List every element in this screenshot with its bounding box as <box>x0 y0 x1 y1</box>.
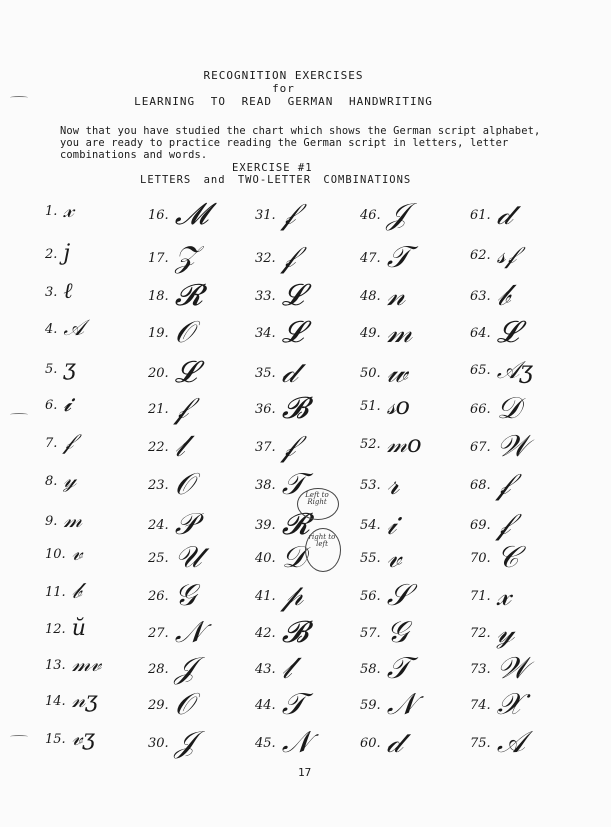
item-number: 17. <box>148 250 169 266</box>
script-glyph: 𝓜 <box>174 197 209 232</box>
script-glyph: 𝓋 <box>386 540 402 575</box>
script-glyph: 𝒪 <box>174 315 194 350</box>
title-line-1: RECOGNITION EXERCISES <box>203 69 364 82</box>
exercise-item <box>255 278 304 315</box>
script-glyph: 𝓇 <box>386 467 400 502</box>
exercise-item <box>148 725 196 762</box>
script-glyph: 𝒻 <box>281 240 296 275</box>
item-number: 37. <box>255 439 276 455</box>
exercise-item <box>255 615 309 652</box>
script-glyph: 𝒹 <box>386 725 402 760</box>
script-glyph: 𝓋ʒ <box>71 726 95 751</box>
exercise-item <box>360 240 410 277</box>
script-glyph: 𝓈𝑜 <box>386 392 410 420</box>
exercise-item <box>148 278 203 315</box>
item-number: 7. <box>45 435 58 451</box>
exercise-item <box>470 540 519 577</box>
script-glyph: 𝒩 <box>386 687 416 722</box>
item-number: 35. <box>255 365 276 381</box>
exercise-item <box>148 429 185 466</box>
item-number: 46. <box>360 207 381 223</box>
exercise-item <box>360 355 408 392</box>
exercise-subtitle: LETTERS and TWO-LETTER COMBINATIONS <box>140 174 412 186</box>
exercise-item <box>148 197 209 234</box>
exercise-item <box>45 654 101 688</box>
script-glyph: 𝓂 <box>63 508 83 533</box>
script-glyph: 𝓡 <box>281 507 310 542</box>
script-glyph: 𝓅 <box>281 578 304 613</box>
item-number: 8. <box>45 473 58 489</box>
item-number: 42. <box>255 625 276 641</box>
item-number: 23. <box>148 477 169 493</box>
script-glyph: 𝒩 <box>281 725 311 760</box>
item-number: 6. <box>45 397 58 413</box>
exercise-item <box>360 578 410 615</box>
item-number: 5. <box>45 361 58 377</box>
exercise-item <box>360 432 422 466</box>
exercise-item <box>148 507 197 544</box>
script-glyph: 𝓈𝒻 <box>496 241 517 269</box>
script-glyph: 𝒜 <box>63 316 85 341</box>
item-number: 27. <box>148 625 169 641</box>
item-number: 28. <box>148 661 169 677</box>
exercise-item <box>45 618 86 652</box>
exercise-item <box>470 467 511 504</box>
script-glyph: 𝒷 <box>71 579 82 604</box>
script-glyph: 𝒲 <box>496 651 529 686</box>
item-number: 26. <box>148 588 169 604</box>
exercise-item <box>148 578 197 615</box>
exercise-item <box>255 429 296 466</box>
script-glyph: 𝒥 <box>386 197 408 232</box>
script-glyph: 𝒹 <box>281 355 297 390</box>
item-number: 19. <box>148 325 169 341</box>
item-number: 74. <box>470 697 491 713</box>
title-line-2: for <box>272 82 295 95</box>
exercise-item <box>360 315 413 352</box>
item-number: 10. <box>45 546 66 562</box>
exercise-item <box>255 725 311 762</box>
script-glyph: 𝒻 <box>496 467 511 502</box>
exercise-item <box>45 200 74 234</box>
exercise-item <box>255 651 292 688</box>
item-number: 67. <box>470 439 491 455</box>
script-glyph: 𝒯 <box>386 651 410 686</box>
exercise-item <box>45 690 98 724</box>
script-glyph: 𝓑 <box>281 391 309 426</box>
title-line-3: LEARNING TO READ GERMAN HANDWRITING <box>134 95 433 108</box>
exercise-item <box>45 510 82 544</box>
script-glyph: 𝓛 <box>281 315 304 350</box>
script-glyph: 𝒪 <box>174 687 194 722</box>
page-number: 17 <box>298 766 312 779</box>
item-number: 38. <box>255 477 276 493</box>
exercise-item <box>45 281 73 315</box>
script-glyph: 𝒥 <box>174 725 196 760</box>
item-number: 30. <box>148 735 169 751</box>
exercise-item <box>148 651 196 688</box>
exercise-item <box>470 615 515 652</box>
exercise-item <box>255 315 304 352</box>
exercise-item <box>470 578 511 615</box>
item-number: 13. <box>45 657 66 673</box>
margin-mark <box>10 413 28 416</box>
item-number: 48. <box>360 288 381 304</box>
exercise-item <box>470 278 510 315</box>
item-number: 53. <box>360 477 381 493</box>
script-glyph: 𝓋 <box>71 541 83 566</box>
item-number: 45. <box>255 735 276 751</box>
script-glyph: 𝓌 <box>386 355 408 390</box>
script-glyph: 𝒮 <box>386 578 410 613</box>
item-number: 2. <box>45 246 58 262</box>
exercise-item <box>470 651 529 688</box>
script-glyph: 𝒹 <box>496 197 512 232</box>
script-glyph: 𝒪 <box>174 467 194 502</box>
item-number: 55. <box>360 550 381 566</box>
script-glyph: 𝓁 <box>281 651 292 686</box>
exercise-item <box>45 394 71 428</box>
exercise-item <box>360 651 410 688</box>
script-glyph: 𝓂𝑜 <box>386 430 422 458</box>
script-glyph: 𝓂𝓋 <box>71 652 102 677</box>
item-number: 25. <box>148 550 169 566</box>
exercise-item <box>360 394 410 428</box>
exercise-item <box>470 358 533 392</box>
script-glyph: 𝓃ʒ <box>71 688 98 713</box>
script-glyph: j <box>63 241 71 266</box>
script-glyph: 𝒟 <box>496 391 521 426</box>
exercise-item <box>360 507 397 544</box>
item-number: 60. <box>360 735 381 751</box>
script-glyph: 𝒻 <box>63 430 74 455</box>
exercise-item <box>148 240 198 277</box>
item-number: 14. <box>45 693 66 709</box>
item-number: 69. <box>470 517 491 533</box>
script-glyph: 𝒲 <box>496 429 529 464</box>
item-number: 39. <box>255 517 276 533</box>
exercise-title: EXERCISE #1 <box>232 162 313 174</box>
item-number: 44. <box>255 697 276 713</box>
script-glyph: 𝒞 <box>496 540 519 575</box>
item-number: 20. <box>148 365 169 381</box>
exercise-item <box>360 197 408 234</box>
item-number: 24. <box>148 517 169 533</box>
exercise-item <box>360 687 416 724</box>
script-glyph: 𝒷 <box>496 278 510 313</box>
script-glyph: 𝒜ʒ <box>496 356 533 384</box>
exercise-item <box>255 687 305 724</box>
item-number: 70. <box>470 550 491 566</box>
script-glyph: 𝓎 <box>496 615 515 650</box>
exercise-item <box>45 543 83 577</box>
script-glyph: ℓ <box>63 279 73 304</box>
item-number: 71. <box>470 588 491 604</box>
script-glyph: 𝒾 <box>386 507 397 542</box>
script-glyph: 𝓎 <box>63 468 77 493</box>
exercise-item <box>470 687 523 724</box>
item-number: 43. <box>255 661 276 677</box>
note-40: right to left <box>308 533 336 548</box>
item-number: 47. <box>360 250 381 266</box>
script-glyph: 𝒜 <box>496 725 526 760</box>
script-glyph: 𝓛 <box>496 315 519 350</box>
exercise-item <box>255 540 306 577</box>
item-number: 3. <box>45 284 58 300</box>
exercise-item <box>470 197 512 234</box>
item-number: 21. <box>148 401 169 417</box>
script-glyph: 𝓁 <box>174 429 185 464</box>
script-glyph: 𝓍 <box>63 198 74 223</box>
note-39: Left to Right <box>305 491 329 506</box>
exercise-item <box>470 507 511 544</box>
script-glyph: 𝓑 <box>281 615 309 650</box>
script-glyph: 𝒥 <box>174 651 196 686</box>
item-number: 62. <box>470 247 491 263</box>
item-number: 12. <box>45 621 66 637</box>
exercise-item <box>148 391 189 428</box>
exercise-item <box>148 467 194 504</box>
item-number: 56. <box>360 588 381 604</box>
item-number: 18. <box>148 288 169 304</box>
script-glyph: 𝒻 <box>174 391 189 426</box>
item-number: 59. <box>360 697 381 713</box>
script-glyph: 𝓡 <box>174 278 203 313</box>
item-number: 72. <box>470 625 491 641</box>
script-glyph: 𝓛 <box>281 278 304 313</box>
script-glyph: 𝓲 <box>63 392 72 417</box>
item-number: 66. <box>470 401 491 417</box>
script-glyph: ʒ <box>63 356 76 381</box>
item-number: 11. <box>45 584 66 600</box>
exercise-item <box>470 391 521 428</box>
item-number: 63. <box>470 288 491 304</box>
exercise-item <box>45 243 70 277</box>
script-glyph: 𝒻 <box>281 197 296 232</box>
item-number: 41. <box>255 588 276 604</box>
exercise-item <box>255 355 297 392</box>
exercise-item <box>360 725 402 762</box>
item-number: 73. <box>470 661 491 677</box>
item-number: 36. <box>255 401 276 417</box>
exercise-item <box>148 355 197 392</box>
item-number: 49. <box>360 325 381 341</box>
exercise-item <box>148 615 204 652</box>
exercise-item <box>45 432 73 466</box>
script-glyph: 𝓛 <box>174 355 197 390</box>
script-glyph: 𝓍 <box>496 578 511 613</box>
exercise-item <box>45 728 95 762</box>
exercise-item <box>45 318 84 352</box>
script-glyph: 𝒵 <box>174 240 198 275</box>
item-number: 64. <box>470 325 491 341</box>
exercise-item <box>360 615 409 652</box>
item-number: 50. <box>360 365 381 381</box>
item-number: 51. <box>360 398 381 414</box>
exercise-item <box>45 581 81 615</box>
script-glyph: 𝒳 <box>496 687 523 722</box>
exercise-item <box>255 197 296 234</box>
script-glyph: 𝒟 <box>281 540 306 575</box>
item-number: 54. <box>360 517 381 533</box>
exercise-item <box>360 467 400 504</box>
item-number: 33. <box>255 288 276 304</box>
script-glyph: 𝒢 <box>174 578 197 613</box>
item-number: 22. <box>148 439 169 455</box>
item-number: 16. <box>148 207 169 223</box>
exercise-item <box>360 278 406 315</box>
item-number: 57. <box>360 625 381 641</box>
script-glyph: 𝒯 <box>386 240 410 275</box>
script-glyph: 𝒯 <box>281 467 305 502</box>
item-number: 61. <box>470 207 491 223</box>
exercise-item <box>255 507 310 544</box>
item-number: 1. <box>45 203 58 219</box>
exercise-item <box>148 315 194 352</box>
item-number: 40. <box>255 550 276 566</box>
exercise-item <box>470 725 526 762</box>
script-glyph: 𝒻 <box>496 507 511 542</box>
exercise-item <box>470 429 529 466</box>
script-glyph: 𝒻 <box>281 429 296 464</box>
exercise-item <box>470 243 516 277</box>
exercise-item <box>360 540 402 577</box>
item-number: 68. <box>470 477 491 493</box>
exercise-item <box>45 470 76 504</box>
script-glyph: ŭ <box>71 616 86 641</box>
script-glyph: 𝒫 <box>174 507 197 542</box>
item-number: 9. <box>45 513 58 529</box>
exercise-item <box>255 240 296 277</box>
script-glyph: 𝒢 <box>386 615 409 650</box>
item-number: 58. <box>360 661 381 677</box>
item-number: 65. <box>470 362 491 378</box>
script-glyph: 𝓃 <box>386 278 406 313</box>
item-number: 4. <box>45 321 58 337</box>
intro-paragraph: Now that you have studied the chart which shows the German script alphabet, you are ready to practice reading the German script in letters, letter combinations and words. <box>60 125 541 161</box>
item-number: 31. <box>255 207 276 223</box>
script-glyph: 𝒰 <box>174 540 202 575</box>
item-number: 32. <box>255 250 276 266</box>
exercise-item <box>470 315 519 352</box>
script-glyph: 𝒯 <box>281 687 305 722</box>
item-number: 52. <box>360 436 381 452</box>
script-glyph: 𝒩 <box>174 615 204 650</box>
item-number: 15. <box>45 731 66 747</box>
item-number: 34. <box>255 325 276 341</box>
exercise-item <box>255 578 304 615</box>
script-glyph: 𝓂 <box>386 315 413 350</box>
exercise-item <box>45 358 76 392</box>
item-number: 29. <box>148 697 169 713</box>
margin-mark <box>10 735 28 738</box>
exercise-item <box>148 540 202 577</box>
item-number: 75. <box>470 735 491 751</box>
exercise-item <box>148 687 194 724</box>
exercise-item <box>255 391 309 428</box>
